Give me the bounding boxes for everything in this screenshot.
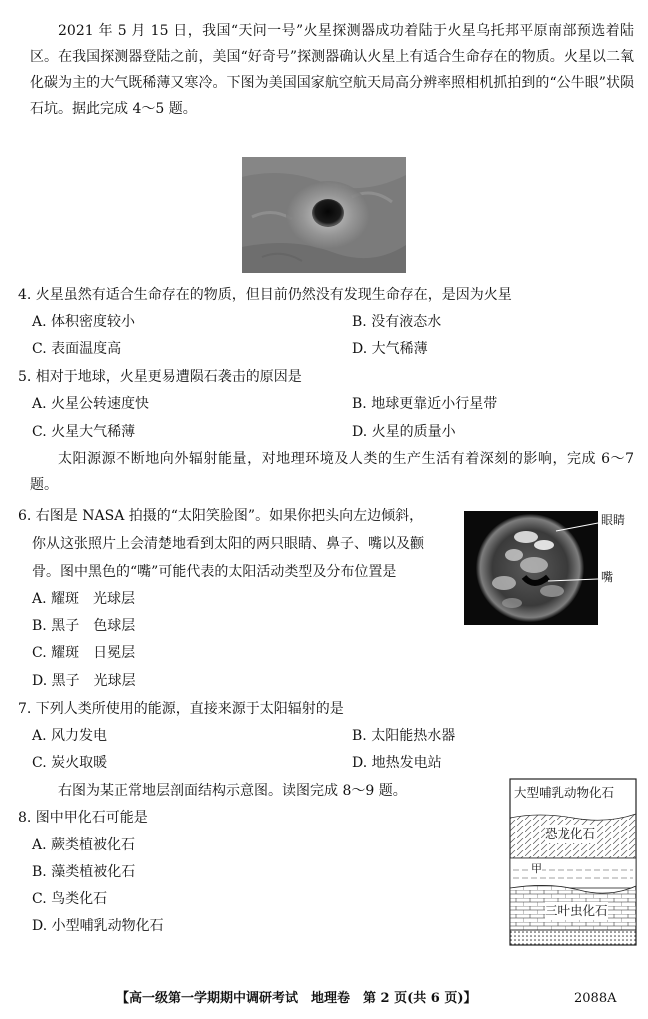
passage-mars: 2021 年 5 月 15 日，我国“天问一号”火星探测器成功着陆于火星乌托邦平原南部预选着陆区。在我国探测器登陆之前，美国“好奇号”探测器确认火星上有适合生命存在的物质。火星以二氧化碳为主的大气既稀薄又寒冷。下图为美国国家航空航天局高分辨率照相机抓拍到的“公牛眼”状陨石坑。据此完成 4～5 题。 — [30, 23, 634, 117]
strata-layer-1-label: 大型哺乳动物化石 — [514, 785, 615, 800]
q5-option-c[interactable]: C. 火星大气稀薄 — [32, 424, 136, 440]
question-4-stem: 4. 火星虽然有适合生命存在的物质，但目前仍然没有发现生命存在，是因为火星 — [18, 287, 512, 303]
q7-option-b[interactable]: B. 太阳能热水器 — [352, 728, 456, 744]
question-6-stem-line-2: 你从这张照片上会清楚地看到太阳的两只眼睛、鼻子、嘴以及颧 — [32, 536, 424, 552]
q8-option-a[interactable]: A. 蕨类植被化石 — [32, 837, 136, 853]
q8-option-c[interactable]: C. 鸟类化石 — [32, 891, 108, 907]
question-6-stem-line-3: 骨。图中黑色的“嘴”可能代表的太阳活动类型及分布位置是 — [32, 564, 397, 580]
crater-photo — [242, 157, 406, 273]
strata-layer-4-label: 三叶虫化石 — [545, 903, 608, 918]
footer-title: 【高一级第一学期期中调研考试 地理卷 第 2 页(共 6 页)】 — [116, 991, 477, 1006]
q7-option-a[interactable]: A. 风力发电 — [32, 728, 108, 744]
footer-code: 2088A — [574, 991, 617, 1006]
question-7-stem: 7. 下列人类所使用的能源，直接来源于太阳辐射的是 — [18, 701, 344, 717]
strata-layer-3-label: 甲 — [531, 862, 542, 875]
sun-label-eye: 眼睛 — [601, 513, 626, 527]
q5-option-d[interactable]: D. 火星的质量小 — [352, 424, 456, 440]
q7-option-c[interactable]: C. 炭火取暖 — [32, 755, 108, 771]
q7-option-d[interactable]: D. 地热发电站 — [352, 755, 442, 771]
q8-option-d[interactable]: D. 小型哺乳动物化石 — [32, 918, 164, 934]
q5-option-a[interactable]: A. 火星公转速度快 — [32, 396, 150, 412]
strata-diagram — [509, 778, 637, 946]
q6-option-a[interactable]: A. 耀斑 光球层 — [32, 591, 136, 607]
sun-label-mouth: 嘴 — [601, 570, 614, 584]
q6-option-b[interactable]: B. 黑子 色球层 — [32, 618, 136, 634]
q8-option-b[interactable]: B. 藻类植被化石 — [32, 864, 136, 880]
question-6-stem-line-1: 6. 右图是 NASA 拍摄的“太阳笑脸图”。如果你把头向左边倾斜， — [18, 508, 424, 524]
q4-option-c[interactable]: C. 表面温度高 — [32, 341, 122, 357]
q4-option-d[interactable]: D. 大气稀薄 — [352, 341, 428, 357]
strata-layer-2-label: 恐龙化石 — [545, 826, 596, 841]
passage-strata: 右图为某正常地层剖面结构示意图。读图完成 8～9 题。 — [58, 783, 407, 799]
passage-sun: 太阳源源不断地向外辐射能量，对地理环境及人类的生产生活有着深刻的影响，完成 6～7 题。 — [30, 451, 634, 493]
q6-option-d[interactable]: D. 黑子 光球层 — [32, 673, 136, 689]
sun-smile-photo — [464, 511, 598, 625]
q4-option-b[interactable]: B. 没有液态水 — [352, 314, 442, 330]
question-5-stem: 5. 相对于地球，火星更易遭陨石袭击的原因是 — [18, 369, 302, 385]
q6-option-c[interactable]: C. 耀斑 日冕层 — [32, 645, 136, 661]
question-8-stem: 8. 图中甲化石可能是 — [18, 810, 148, 826]
q5-option-b[interactable]: B. 地球更靠近小行星带 — [352, 396, 498, 412]
q4-option-a[interactable]: A. 体积密度较小 — [32, 314, 136, 330]
